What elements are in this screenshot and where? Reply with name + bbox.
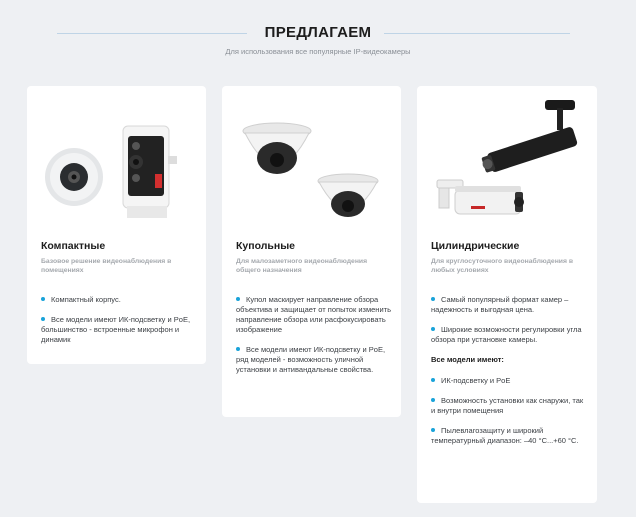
bullet-dot-icon [431,428,435,432]
card-title: Цилиндрические [431,240,520,252]
bullet-dot-icon [431,378,435,382]
section-title: ПРЕДЛАГАЕМ [264,24,372,41]
card-description: Для малозаметного видеонаблюдения общего назначения [236,258,368,274]
bullet-dot-icon [431,297,435,301]
title-divider-left [57,33,247,34]
bullet-dot-icon [41,317,45,321]
feature-list [236,295,391,375]
compact-camera-image [27,86,206,231]
section-subtitle: Для использования все популярные IP-видеокамеры [225,47,411,56]
list-item: Возможность установки как снаружи, так и внутри помещения [431,396,584,415]
card-description: Для круглосуточного видеонаблюдения в любых условиях [431,258,574,274]
bullet-dot-icon [236,297,240,301]
all-models-feature-list [431,376,587,446]
list-item: Пылевлагозащиту и широкий температурный диапазон: –40 °C...+60 °C. [431,426,579,445]
list-item: ИК-подсветку и PoE [431,376,587,386]
bullet-dot-icon [431,398,435,402]
list-item: Самый популярный формат камер – надежность и выгодная цена. [431,295,569,314]
feature-list [431,295,587,345]
card-description: Базовое решение видеонаблюдения в помещениях [41,258,172,274]
card-dome[interactable] [222,86,401,417]
feature-list [41,295,196,345]
card-cylindrical[interactable] [417,86,597,503]
card-compact[interactable] [27,86,206,364]
section-header [0,22,636,56]
cylindrical-camera-image [417,86,597,231]
list-item: Компактный корпус. [41,295,196,305]
bullet-dot-icon [41,297,45,301]
list-item: Все модели имеют ИК-подсветку и PoE, большинство - встроенные микрофон и динамик [41,315,191,344]
card-title: Купольные [236,240,296,252]
all-models-heading: Все модели имеют: [431,355,504,364]
list-item: Широкие возможности регулировки угла обзора при установке камеры. [431,325,582,344]
bullet-dot-icon [431,327,435,331]
dome-camera-image [222,86,401,231]
list-item: Все модели имеют ИК-подсветку и PoE, ряд моделей - возможность уличной установки и антивандальные свойства. [236,345,386,374]
list-item: Купол маскирует направление обзора объектива и защищает от попыток изменить направление обзора или расфокусировать изображение [236,295,391,334]
card-title: Компактные [41,240,106,252]
title-divider-right [384,33,570,34]
bullet-dot-icon [236,347,240,351]
